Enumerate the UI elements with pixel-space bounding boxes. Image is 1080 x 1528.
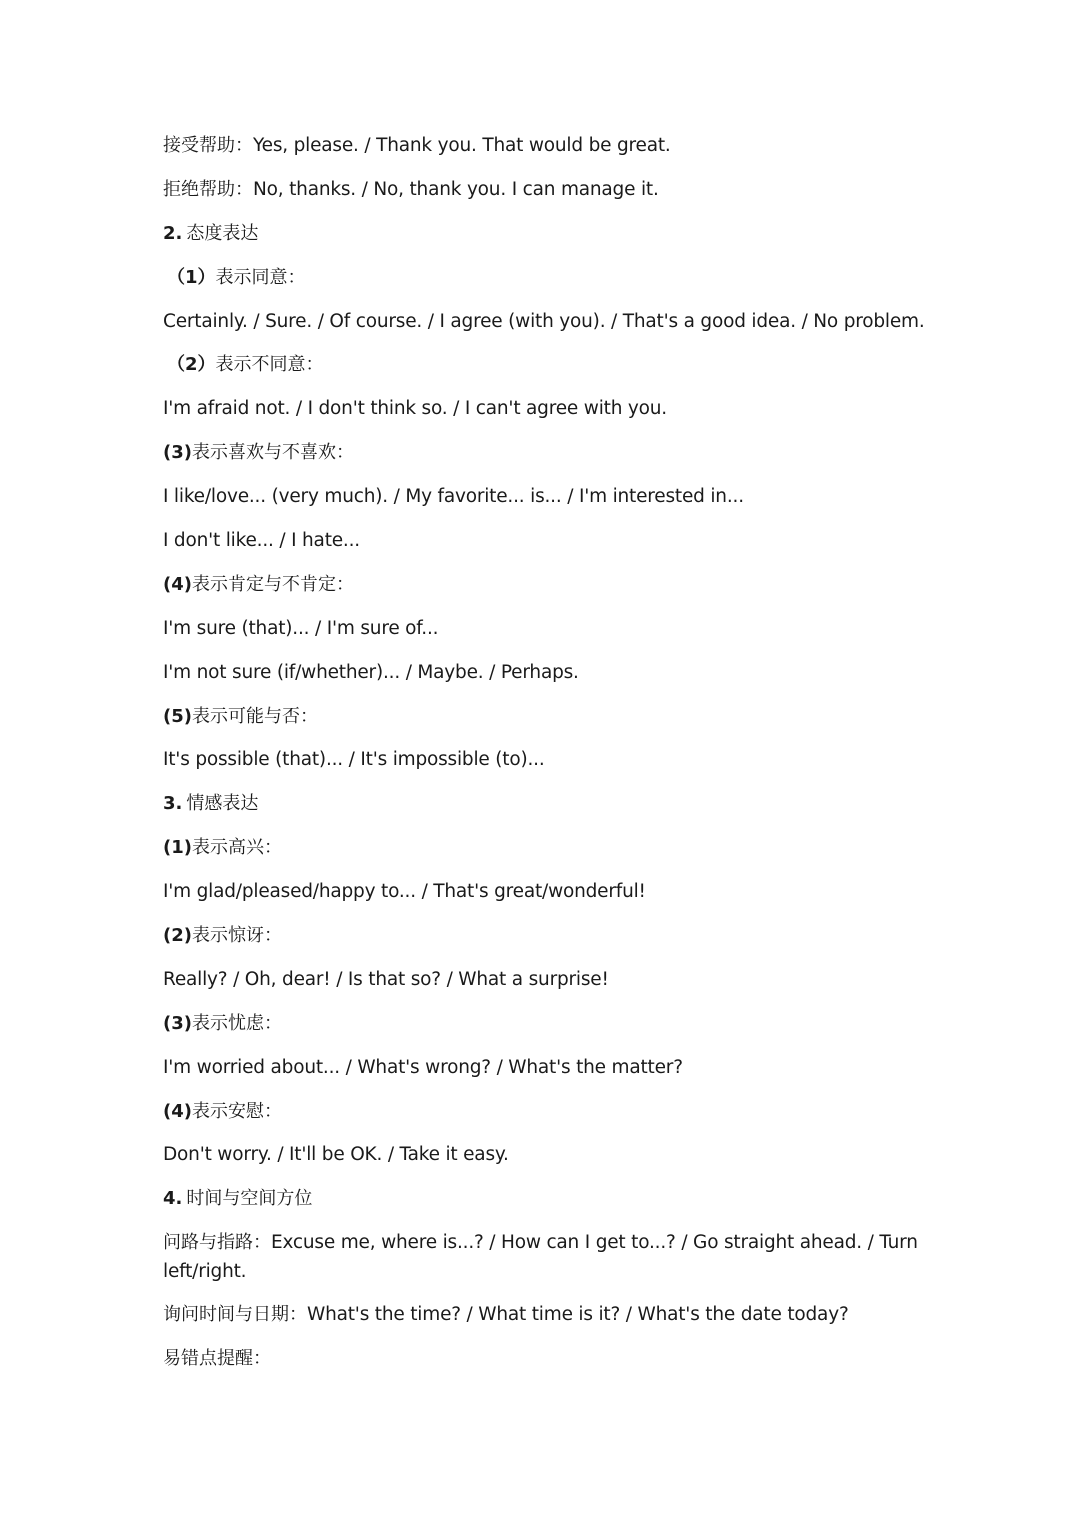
sure-number: (4) — [163, 573, 192, 595]
sure-heading — [163, 570, 923, 599]
reminder-line — [163, 1344, 923, 1373]
directions-line — [163, 1228, 923, 1286]
like-text-line — [163, 482, 923, 511]
dislike-text: I don't like... / I hate... — [163, 530, 360, 552]
like-text: I like/love... (very much). / My favorite... is... / I'm interested in... — [163, 486, 744, 508]
comfort-label: 表示安慰： — [191, 1100, 282, 1122]
like-heading — [163, 438, 923, 467]
time-label: 询问时间与日期： — [163, 1304, 307, 1326]
disagree-text-line — [163, 394, 923, 423]
worry-number: (3) — [163, 1012, 192, 1034]
sure-text: I'm sure (that)... / I'm sure of... — [163, 617, 439, 639]
worry-text: I'm worried about... / What's wrong? / What's the matter? — [163, 1056, 683, 1078]
agree-label: 表示同意： — [215, 266, 306, 288]
section-2-heading — [163, 219, 923, 248]
surprise-number: (2) — [163, 925, 192, 947]
worry-text-line — [163, 1053, 923, 1082]
surprise-text: Really? / Oh, dear! / Is that so? / What a surprise! — [163, 968, 609, 990]
agree-text-line — [163, 307, 923, 336]
section-3-heading — [163, 789, 923, 818]
surprise-text-line — [163, 965, 923, 994]
comfort-heading — [163, 1097, 923, 1126]
surprise-heading — [163, 921, 923, 950]
section-2-number: 2. — [163, 222, 183, 244]
directions-label: 问路与指路： — [163, 1232, 271, 1254]
possible-heading — [163, 702, 923, 731]
agree-heading — [163, 263, 923, 292]
disagree-number: （2） — [167, 354, 216, 376]
like-label: 表示喜欢与不喜欢： — [191, 442, 354, 464]
accept-help-label: 接受帮助： — [163, 135, 253, 156]
refuse-help-text: No, thanks. / No, thank you. I can manage it. — [253, 178, 659, 200]
notsure-text-line — [163, 658, 923, 687]
time-line — [163, 1300, 923, 1329]
comfort-text: Don't worry. / It'll be OK. / Take it easy. — [163, 1144, 509, 1166]
directions-text: Excuse me, where is...? / How can I get to...? / Go straight ahead. / Turn left/right. — [163, 1232, 918, 1283]
refuse-help-line — [163, 175, 923, 204]
section-4-title: 时间与空间方位 — [186, 1188, 313, 1210]
agree-text: Certainly. / Sure. / Of course. / I agree (with you). / That's a good idea. / No problem. — [163, 310, 925, 332]
section-2-title: 态度表达 — [186, 222, 259, 244]
section-3-title: 情感表达 — [186, 793, 259, 815]
section-3-number: 3. — [163, 793, 183, 815]
disagree-label: 表示不同意： — [215, 354, 324, 376]
sure-text-line — [163, 614, 923, 643]
time-text: What's the time? / What time is it? / What's the date today? — [307, 1304, 849, 1326]
notsure-text: I'm not sure (if/whether)... / Maybe. / Perhaps. — [163, 661, 579, 683]
agree-number: （1） — [167, 266, 216, 288]
comfort-text-line — [163, 1140, 923, 1169]
disagree-heading — [163, 350, 923, 379]
possible-text-line — [163, 745, 923, 774]
happy-heading — [163, 833, 923, 862]
accept-help-text: Yes, please. / Thank you. That would be great. — [253, 135, 671, 156]
happy-label: 表示高兴： — [191, 837, 282, 859]
worry-label: 表示忧虑： — [191, 1012, 282, 1034]
reminder-label: 易错点提醒： — [163, 1348, 271, 1370]
possible-label: 表示可能与否： — [191, 705, 318, 727]
accept-help-line — [163, 131, 923, 160]
section-4-heading — [163, 1184, 923, 1213]
dislike-text-line — [163, 526, 923, 555]
section-4-number: 4. — [163, 1188, 183, 1210]
disagree-text: I'm afraid not. / I don't think so. / I can't agree with you. — [163, 398, 667, 420]
happy-text: I'm glad/pleased/happy to... / That's great/wonderful! — [163, 881, 646, 903]
comfort-number: (4) — [163, 1100, 192, 1122]
happy-text-line — [163, 877, 923, 906]
document-page — [163, 131, 923, 1388]
possible-number: (5) — [163, 705, 192, 727]
possible-text: It's possible (that)... / It's impossible (to)... — [163, 749, 545, 771]
refuse-help-label: 拒绝帮助： — [163, 178, 253, 200]
surprise-label: 表示惊讶： — [191, 925, 282, 947]
sure-label: 表示肯定与不肯定： — [191, 573, 354, 595]
happy-number: (1) — [163, 837, 192, 859]
like-number: (3) — [163, 442, 192, 464]
worry-heading — [163, 1009, 923, 1038]
